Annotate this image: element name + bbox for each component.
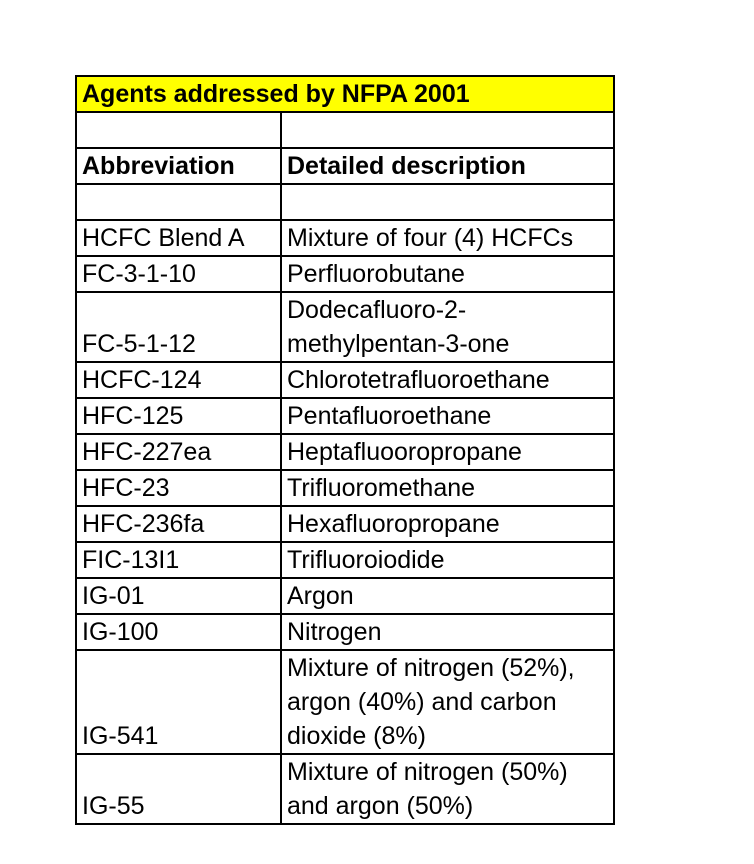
description-cell bbox=[281, 542, 614, 578]
description-line: Perfluorobutane bbox=[287, 260, 465, 288]
description-cell bbox=[281, 362, 614, 398]
abbreviation-cell: HCFC Blend A bbox=[76, 220, 281, 256]
abbreviation-cell: IG-01 bbox=[76, 578, 281, 614]
description-line: Pentafluoroethane bbox=[287, 402, 492, 430]
description-cell bbox=[281, 506, 614, 542]
description-line: Dodecafluoro-2- bbox=[287, 296, 467, 324]
table-row bbox=[76, 578, 614, 614]
table-row bbox=[76, 220, 614, 256]
title-row bbox=[76, 76, 614, 112]
description-cell bbox=[281, 754, 614, 824]
empty-cell bbox=[76, 184, 281, 220]
table-row bbox=[76, 506, 614, 542]
description-cell bbox=[281, 434, 614, 470]
abbreviation-cell: IG-541 bbox=[76, 650, 281, 754]
empty-row bbox=[76, 112, 614, 148]
description-cell bbox=[281, 650, 614, 754]
abbreviation-cell: HFC-227ea bbox=[76, 434, 281, 470]
table-row bbox=[76, 362, 614, 398]
table-row bbox=[76, 256, 614, 292]
header-row bbox=[76, 148, 614, 184]
table-row bbox=[76, 542, 614, 578]
abbreviation-cell: FIC-13I1 bbox=[76, 542, 281, 578]
empty-cell bbox=[281, 112, 614, 148]
table-row bbox=[76, 614, 614, 650]
description-cell bbox=[281, 470, 614, 506]
table-title: Agents addressed by NFPA 2001 bbox=[76, 76, 614, 112]
description-line: Argon bbox=[287, 582, 354, 610]
column-header-abbreviation: Abbreviation bbox=[76, 148, 281, 184]
table-row bbox=[76, 470, 614, 506]
abbreviation-cell: HFC-23 bbox=[76, 470, 281, 506]
description-line: Mixture of nitrogen (52%), bbox=[287, 654, 575, 682]
table-row bbox=[76, 292, 614, 362]
description-line: Chlorotetrafluoroethane bbox=[287, 366, 550, 394]
empty-row bbox=[76, 184, 614, 220]
abbreviation-cell: HCFC-124 bbox=[76, 362, 281, 398]
description-line: argon (40%) and carbon bbox=[287, 688, 557, 716]
description-line: Trifluoromethane bbox=[287, 474, 476, 502]
description-line: Heptafluooropropane bbox=[287, 438, 522, 466]
description-line: Nitrogen bbox=[287, 618, 382, 646]
description-line: Mixture of four (4) HCFCs bbox=[287, 224, 574, 252]
abbreviation-cell: FC-3-1-10 bbox=[76, 256, 281, 292]
table-row bbox=[76, 434, 614, 470]
table-row bbox=[76, 754, 614, 824]
table-row bbox=[76, 398, 614, 434]
description-cell bbox=[281, 220, 614, 256]
description-line: dioxide (8%) bbox=[287, 722, 426, 750]
table-row bbox=[76, 650, 614, 754]
empty-cell bbox=[281, 184, 614, 220]
agents-table bbox=[75, 75, 615, 825]
description-line: methylpentan-3-one bbox=[287, 330, 510, 358]
description-line: Trifluoroiodide bbox=[287, 546, 445, 574]
description-cell bbox=[281, 256, 614, 292]
description-cell bbox=[281, 292, 614, 362]
column-header-description: Detailed description bbox=[281, 148, 614, 184]
empty-cell bbox=[76, 112, 281, 148]
abbreviation-cell: IG-100 bbox=[76, 614, 281, 650]
description-cell bbox=[281, 398, 614, 434]
abbreviation-cell: IG-55 bbox=[76, 754, 281, 824]
description-cell bbox=[281, 614, 614, 650]
description-line: Hexafluoropropane bbox=[287, 510, 500, 538]
abbreviation-cell: FC-5-1-12 bbox=[76, 292, 281, 362]
description-line: Mixture of nitrogen (50%) bbox=[287, 758, 568, 786]
description-cell bbox=[281, 578, 614, 614]
description-line: and argon (50%) bbox=[287, 792, 474, 820]
abbreviation-cell: HFC-125 bbox=[76, 398, 281, 434]
abbreviation-cell: HFC-236fa bbox=[76, 506, 281, 542]
